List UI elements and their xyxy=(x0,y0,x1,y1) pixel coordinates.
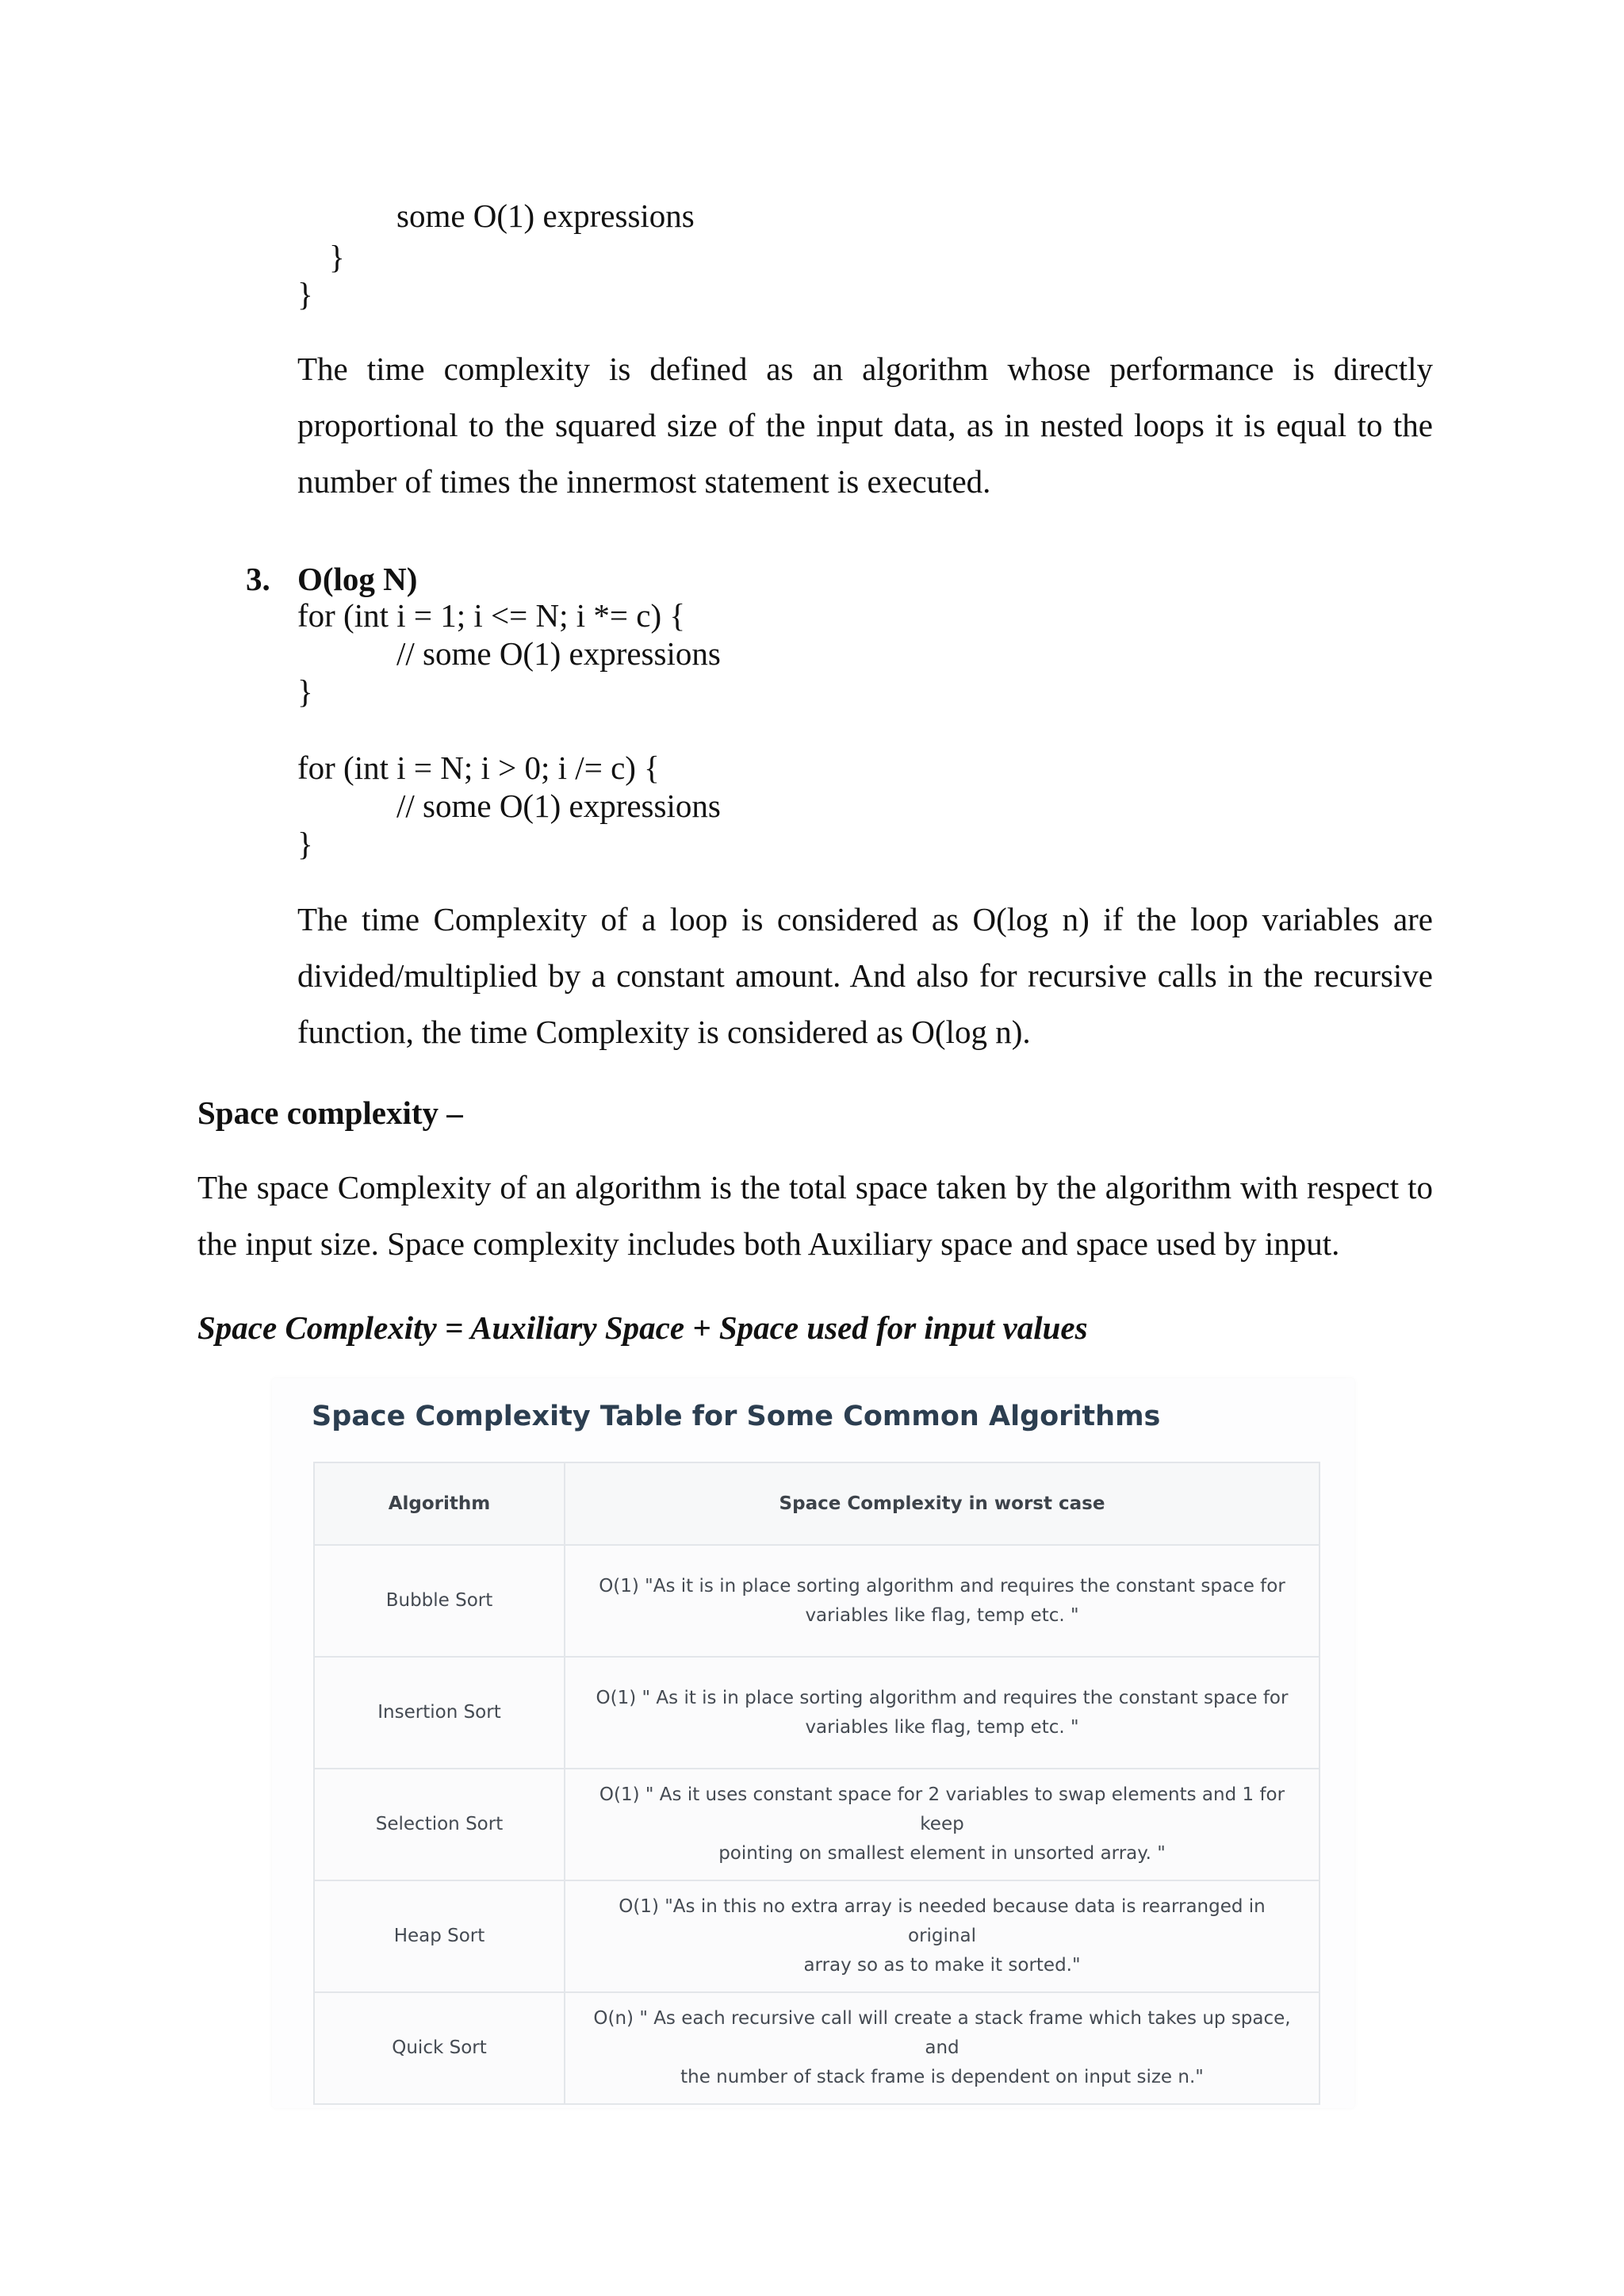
code-loop1-body: // some O(1) expressions xyxy=(396,635,721,672)
table-row xyxy=(314,1545,1320,1657)
cell-description-line: variables like flag, temp etc. " xyxy=(805,1604,1079,1626)
cell-description-line: O(1) "As it is in place sorting algorithm and requires the constant space for xyxy=(599,1575,1285,1596)
table-row xyxy=(314,1880,1320,1992)
table-row xyxy=(314,1769,1320,1880)
code-loop1-close: } xyxy=(297,673,313,710)
cell-description-line: O(n) " As each recursive call will create a stack frame which takes up space, and xyxy=(593,2008,1291,2058)
space-paragraph: The space Complexity of an algorithm is the total space taken by the algorithm with respect to the input size. Space complexity includes both Auxiliary space and space used by input. xyxy=(197,1169,1433,1262)
paragraph-log-n: The time Complexity of a loop is considered as O(log n) if the loop variables are divided/multiplied by a constant amount. And also for recursive calls in the recursive function, the time Complexity is considered as O(log n). xyxy=(297,901,1433,1050)
space-complexity-table xyxy=(313,1462,1320,2105)
cell-algorithm: Heap Sort xyxy=(314,1880,565,1992)
code-brace-inner: } xyxy=(329,239,345,275)
section-number: 3. xyxy=(246,561,270,597)
cell-description xyxy=(565,1545,1320,1657)
cell-description xyxy=(565,1769,1320,1880)
cell-description xyxy=(565,1657,1320,1769)
section-title: O(log N) xyxy=(297,561,418,597)
cell-description-line: O(1) " As it is in place sorting algorithm and requires the constant space for xyxy=(596,1687,1289,1708)
cell-description-line: pointing on smallest element in unsorted array. " xyxy=(718,1843,1166,1864)
table-row xyxy=(314,1657,1320,1769)
cell-algorithm: Quick Sort xyxy=(314,1992,565,2104)
header-algorithm: Algorithm xyxy=(314,1462,565,1545)
code-loop2-head: for (int i = N; i > 0; i /= c) { xyxy=(297,749,660,786)
code-loop2-body: // some O(1) expressions xyxy=(396,788,721,824)
table-row xyxy=(314,1992,1320,2104)
cell-description-line: variables like flag, temp etc. " xyxy=(805,1716,1079,1738)
cell-description-line: O(1) "As in this no extra array is needed because data is rearranged in original xyxy=(619,1896,1266,1946)
cell-description xyxy=(565,1992,1320,2104)
table-header-row xyxy=(314,1462,1320,1545)
cell-description-line: O(1) " As it uses constant space for 2 variables to swap elements and 1 for keep xyxy=(599,1784,1285,1834)
cell-description xyxy=(565,1880,1320,1992)
code-loop1-head: for (int i = 1; i <= N; i *= c) { xyxy=(297,597,686,634)
cell-algorithm: Insertion Sort xyxy=(314,1657,565,1769)
code-line-some-expressions: some O(1) expressions xyxy=(396,197,695,234)
space-complexity-table-figure xyxy=(272,1378,1354,2108)
table-title: Space Complexity Table for Some Common Algorithms xyxy=(312,1401,1161,1432)
cell-description-line: the number of stack frame is dependent on input size n." xyxy=(680,2067,1204,2087)
cell-algorithm: Bubble Sort xyxy=(314,1545,565,1657)
code-brace-outer: } xyxy=(297,276,313,312)
paragraph-quadratic: The time complexity is defined as an algorithm whose performance is directly proportional to the squared size of the input data, as in nested loops it is equal to the number of times the innermost statement is executed. xyxy=(297,351,1433,500)
header-space-complexity: Space Complexity in worst case xyxy=(565,1462,1320,1545)
code-loop2-close: } xyxy=(297,826,313,862)
space-heading: Space complexity – xyxy=(197,1094,463,1131)
space-formula: Space Complexity = Auxiliary Space + Space used for input values xyxy=(197,1309,1088,1346)
cell-description-line: array so as to make it sorted." xyxy=(803,1955,1081,1976)
cell-algorithm: Selection Sort xyxy=(314,1769,565,1880)
